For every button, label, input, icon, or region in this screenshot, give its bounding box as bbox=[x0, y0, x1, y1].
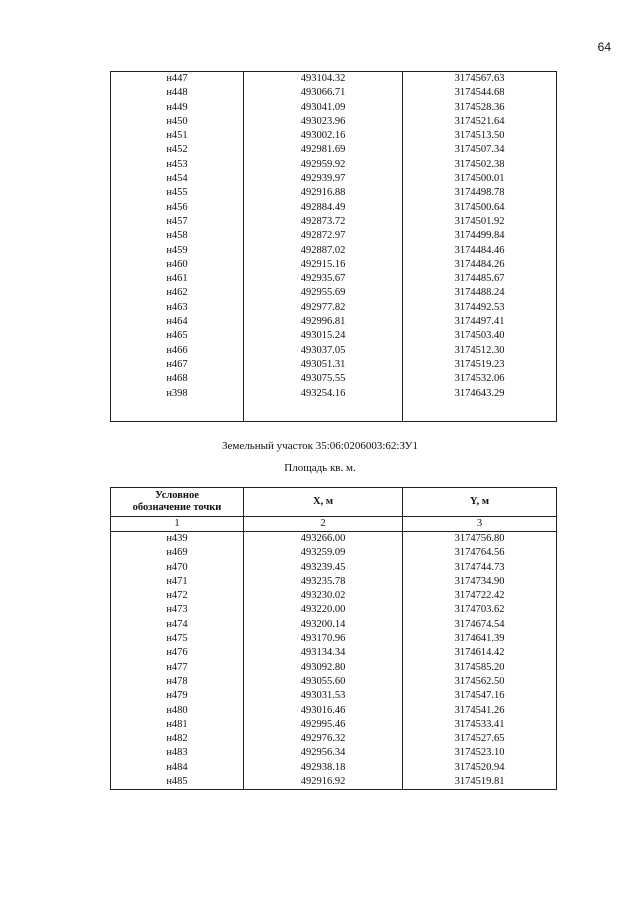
header-row bbox=[111, 488, 557, 517]
table-row bbox=[111, 86, 557, 100]
x-coordinate: 493230.02 bbox=[244, 589, 403, 603]
y-coordinate: 3174519.81 bbox=[403, 775, 557, 790]
x-coordinate: 493259.09 bbox=[244, 546, 403, 560]
point-label: н473 bbox=[111, 603, 244, 617]
y-coordinate: 3174585.20 bbox=[403, 661, 557, 675]
y-coordinate: 3174641.39 bbox=[403, 632, 557, 646]
area-label: Площадь кв. м. bbox=[284, 462, 356, 474]
y-coordinate: 3174533.41 bbox=[403, 718, 557, 732]
point-label: н478 bbox=[111, 675, 244, 689]
x-coordinate: 492939.97 bbox=[244, 172, 403, 186]
y-coordinate: 3174488.24 bbox=[403, 286, 557, 300]
point-label: н483 bbox=[111, 746, 244, 760]
header-y: Y, м bbox=[403, 488, 557, 517]
point-label: н474 bbox=[111, 618, 244, 632]
point-label: н466 bbox=[111, 344, 244, 358]
table-row bbox=[111, 301, 557, 315]
point-label: н454 bbox=[111, 172, 244, 186]
table-row bbox=[111, 661, 557, 675]
table-row bbox=[111, 603, 557, 617]
table-row bbox=[111, 372, 557, 386]
point-label: н452 bbox=[111, 143, 244, 157]
table-row bbox=[111, 258, 557, 272]
x-coordinate: 492915.16 bbox=[244, 258, 403, 272]
point-label: н484 bbox=[111, 761, 244, 775]
table-row bbox=[111, 272, 557, 286]
point-label: н470 bbox=[111, 561, 244, 575]
x-coordinate: 492916.92 bbox=[244, 775, 403, 790]
x-coordinate: 493037.05 bbox=[244, 344, 403, 358]
x-coordinate: 493041.09 bbox=[244, 101, 403, 115]
table-row bbox=[111, 344, 557, 358]
y-coordinate: 3174523.10 bbox=[403, 746, 557, 760]
table-row bbox=[111, 329, 557, 343]
y-coordinate: 3174502.38 bbox=[403, 158, 557, 172]
x-coordinate: 493220.00 bbox=[244, 603, 403, 617]
x-coordinate: 492959.92 bbox=[244, 158, 403, 172]
table-row bbox=[111, 401, 557, 422]
x-coordinate: 493051.31 bbox=[244, 358, 403, 372]
table-row bbox=[111, 704, 557, 718]
point-label: н464 bbox=[111, 315, 244, 329]
table-row bbox=[111, 358, 557, 372]
y-coordinate: 3174507.34 bbox=[403, 143, 557, 157]
table-row bbox=[111, 101, 557, 115]
table-row bbox=[111, 72, 557, 87]
point-label: н447 bbox=[111, 72, 244, 87]
x-coordinate bbox=[244, 401, 403, 422]
point-label: н458 bbox=[111, 229, 244, 243]
x-coordinate: 492976.32 bbox=[244, 732, 403, 746]
point-label: н467 bbox=[111, 358, 244, 372]
table-row bbox=[111, 315, 557, 329]
x-coordinate: 493066.71 bbox=[244, 86, 403, 100]
table-row bbox=[111, 186, 557, 200]
coordinates-table-continued bbox=[110, 71, 557, 422]
x-coordinate: 492995.46 bbox=[244, 718, 403, 732]
x-coordinate: 493023.96 bbox=[244, 115, 403, 129]
x-coordinate: 492887.02 bbox=[244, 244, 403, 258]
x-coordinate: 493031.53 bbox=[244, 689, 403, 703]
y-coordinate: 3174521.64 bbox=[403, 115, 557, 129]
point-label: н463 bbox=[111, 301, 244, 315]
table-row bbox=[111, 532, 557, 547]
y-coordinate: 3174643.29 bbox=[403, 387, 557, 401]
y-coordinate: 3174527.65 bbox=[403, 732, 557, 746]
y-coordinate: 3174484.26 bbox=[403, 258, 557, 272]
x-coordinate: 493239.45 bbox=[244, 561, 403, 575]
table-row bbox=[111, 115, 557, 129]
y-coordinate: 3174503.40 bbox=[403, 329, 557, 343]
x-coordinate: 492873.72 bbox=[244, 215, 403, 229]
y-coordinate: 3174674.54 bbox=[403, 618, 557, 632]
point-label: н451 bbox=[111, 129, 244, 143]
header-point-label: Условное обозначение точки bbox=[111, 488, 244, 517]
x-coordinate: 492955.69 bbox=[244, 286, 403, 300]
x-coordinate: 492935.67 bbox=[244, 272, 403, 286]
table-row bbox=[111, 575, 557, 589]
y-coordinate: 3174756.80 bbox=[403, 532, 557, 547]
table-row bbox=[111, 129, 557, 143]
point-label: н476 bbox=[111, 646, 244, 660]
table-2-header bbox=[111, 488, 557, 532]
table-row bbox=[111, 675, 557, 689]
y-coordinate: 3174734.90 bbox=[403, 575, 557, 589]
y-coordinate: 3174500.64 bbox=[403, 201, 557, 215]
y-coordinate: 3174492.53 bbox=[403, 301, 557, 315]
y-coordinate: 3174513.50 bbox=[403, 129, 557, 143]
x-coordinate: 493266.00 bbox=[244, 532, 403, 547]
point-label: н465 bbox=[111, 329, 244, 343]
x-coordinate: 492981.69 bbox=[244, 143, 403, 157]
point-label: н461 bbox=[111, 272, 244, 286]
point-label: н439 bbox=[111, 532, 244, 547]
x-coordinate: 493002.16 bbox=[244, 129, 403, 143]
y-coordinate: 3174703.62 bbox=[403, 603, 557, 617]
point-label: н462 bbox=[111, 286, 244, 300]
header-x: X, м bbox=[244, 488, 403, 517]
x-coordinate: 493200.14 bbox=[244, 618, 403, 632]
table-1-body bbox=[111, 72, 557, 422]
column-number: 3 bbox=[403, 517, 557, 532]
y-coordinate: 3174532.06 bbox=[403, 372, 557, 386]
table-row bbox=[111, 589, 557, 603]
table-row bbox=[111, 618, 557, 632]
x-coordinate: 492996.81 bbox=[244, 315, 403, 329]
y-coordinate: 3174501.92 bbox=[403, 215, 557, 229]
table-row bbox=[111, 646, 557, 660]
point-label: н472 bbox=[111, 589, 244, 603]
y-coordinate: 3174484.46 bbox=[403, 244, 557, 258]
x-coordinate: 493170.96 bbox=[244, 632, 403, 646]
coordinates-table-parcel bbox=[110, 487, 557, 790]
y-coordinate: 3174520.94 bbox=[403, 761, 557, 775]
point-label: н477 bbox=[111, 661, 244, 675]
table-row bbox=[111, 158, 557, 172]
x-coordinate: 493055.60 bbox=[244, 675, 403, 689]
table-row bbox=[111, 746, 557, 760]
table-row bbox=[111, 286, 557, 300]
y-coordinate: 3174547.16 bbox=[403, 689, 557, 703]
table-row bbox=[111, 215, 557, 229]
y-coordinate: 3174562.50 bbox=[403, 675, 557, 689]
table-row bbox=[111, 775, 557, 790]
x-coordinate: 493075.55 bbox=[244, 372, 403, 386]
point-label: н485 bbox=[111, 775, 244, 790]
point-label: н398 bbox=[111, 387, 244, 401]
y-coordinate: 3174541.26 bbox=[403, 704, 557, 718]
x-coordinate: 493235.78 bbox=[244, 575, 403, 589]
point-label: н471 bbox=[111, 575, 244, 589]
y-coordinate: 3174764.56 bbox=[403, 546, 557, 560]
table-2-body bbox=[111, 532, 557, 790]
table-row bbox=[111, 201, 557, 215]
point-label: н469 bbox=[111, 546, 244, 560]
x-coordinate: 492956.34 bbox=[244, 746, 403, 760]
x-coordinate: 493016.46 bbox=[244, 704, 403, 718]
y-coordinate: 3174500.01 bbox=[403, 172, 557, 186]
point-label: н479 bbox=[111, 689, 244, 703]
parcel-title: Земельный участок 35:06:0206003:62:ЗУ1 bbox=[222, 440, 418, 452]
point-label: н480 bbox=[111, 704, 244, 718]
y-coordinate: 3174498.78 bbox=[403, 186, 557, 200]
table-row bbox=[111, 561, 557, 575]
point-label: н459 bbox=[111, 244, 244, 258]
table-row bbox=[111, 143, 557, 157]
x-coordinate: 493015.24 bbox=[244, 329, 403, 343]
x-coordinate: 492938.18 bbox=[244, 761, 403, 775]
y-coordinate: 3174528.36 bbox=[403, 101, 557, 115]
point-label: н449 bbox=[111, 101, 244, 115]
point-label bbox=[111, 401, 244, 422]
y-coordinate: 3174499.84 bbox=[403, 229, 557, 243]
y-coordinate: 3174512.30 bbox=[403, 344, 557, 358]
x-coordinate: 493104.32 bbox=[244, 72, 403, 87]
x-coordinate: 492977.82 bbox=[244, 301, 403, 315]
y-coordinate: 3174567.63 bbox=[403, 72, 557, 87]
point-label: н455 bbox=[111, 186, 244, 200]
x-coordinate: 492916.88 bbox=[244, 186, 403, 200]
table-row bbox=[111, 244, 557, 258]
column-number-row bbox=[111, 517, 557, 532]
y-coordinate bbox=[403, 401, 557, 422]
table-row bbox=[111, 229, 557, 243]
point-label: н475 bbox=[111, 632, 244, 646]
y-coordinate: 3174544.68 bbox=[403, 86, 557, 100]
point-label: н468 bbox=[111, 372, 244, 386]
point-label: н450 bbox=[111, 115, 244, 129]
y-coordinate: 3174497.41 bbox=[403, 315, 557, 329]
x-coordinate: 493134.34 bbox=[244, 646, 403, 660]
column-number: 1 bbox=[111, 517, 244, 532]
y-coordinate: 3174614.42 bbox=[403, 646, 557, 660]
point-label: н482 bbox=[111, 732, 244, 746]
table-row bbox=[111, 172, 557, 186]
x-coordinate: 493254.16 bbox=[244, 387, 403, 401]
table-row bbox=[111, 761, 557, 775]
y-coordinate: 3174485.67 bbox=[403, 272, 557, 286]
table-row bbox=[111, 546, 557, 560]
x-coordinate: 493092.80 bbox=[244, 661, 403, 675]
y-coordinate: 3174744.73 bbox=[403, 561, 557, 575]
point-label: н481 bbox=[111, 718, 244, 732]
column-number: 2 bbox=[244, 517, 403, 532]
table-row bbox=[111, 387, 557, 401]
table-row bbox=[111, 632, 557, 646]
point-label: н456 bbox=[111, 201, 244, 215]
x-coordinate: 492872.97 bbox=[244, 229, 403, 243]
point-label: н460 bbox=[111, 258, 244, 272]
x-coordinate: 492884.49 bbox=[244, 201, 403, 215]
y-coordinate: 3174519.23 bbox=[403, 358, 557, 372]
point-label: н448 bbox=[111, 86, 244, 100]
y-coordinate: 3174722.42 bbox=[403, 589, 557, 603]
page-number: 64 bbox=[597, 40, 611, 54]
point-label: н453 bbox=[111, 158, 244, 172]
table-row bbox=[111, 732, 557, 746]
table-row bbox=[111, 689, 557, 703]
table-row bbox=[111, 718, 557, 732]
point-label: н457 bbox=[111, 215, 244, 229]
